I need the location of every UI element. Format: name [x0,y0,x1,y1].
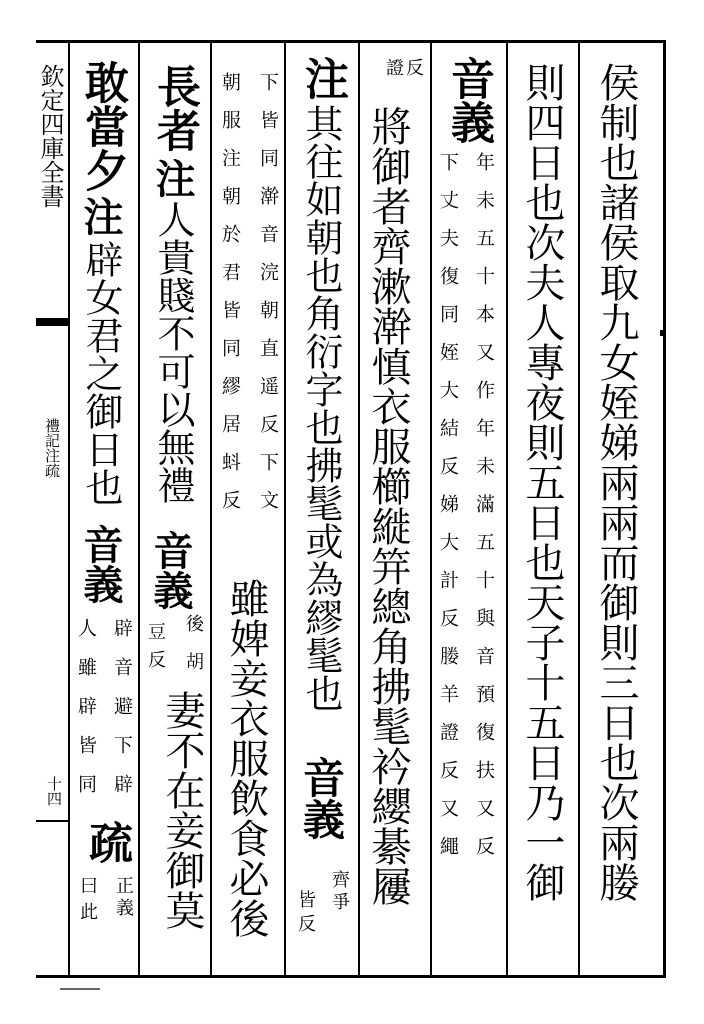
column-rule [210,40,212,978]
scan-speck [660,330,666,336]
annotation-left: 皆反 [295,890,316,938]
text-column-6: 雖婢妾衣服飲食必後 [223,578,269,938]
yinyi-heading-2: 音義 [297,756,346,840]
annotation-right: 辟音避下辟 [111,618,133,813]
annotation-left: 豆反 [145,622,166,678]
book-title: 欽定四庫全書 [36,64,64,208]
yinyi-heading: 音義 [443,56,494,144]
annotation-left: 朝服注朝於君皆同繆居蚪反 [219,72,241,528]
annotation-left: 人雖辟皆同 [75,618,97,813]
page-number: 十四 [45,776,63,806]
column-rule [358,40,360,978]
zhu-heading: 注 [297,56,348,100]
outer-border-right [663,40,666,978]
zhu-heading-3: 注 [77,196,124,236]
column-rule [284,40,286,978]
annotation-left: 下丈夫復同姪大結反娣大計反媵羊證反又繩 [437,152,459,874]
outer-border-top [36,40,666,43]
column-rule [430,40,432,978]
outer-border-bottom [36,975,666,978]
annotation-top: 證反 [386,58,426,79]
column-rule [506,40,508,978]
yinyi-heading-3: 音義 [147,530,194,610]
text-column-7b: 妻不在妾御莫 [159,690,205,930]
margin-divider [68,40,70,978]
text-column-5: 其往如朝也角衍字也拂髦或為繆髦也 [299,104,343,712]
scan-speck [60,988,100,990]
text-column-2: 則四日也次夫人專夜則五日也天子十五日乃一御 [519,62,565,902]
annotation-right: 下皆同澣音浣朝直遥反下文 [257,72,279,528]
annotation-right: 後胡 [183,614,204,690]
text-column-8: 辟女君之御日也 [79,240,123,506]
zhangzhe-heading: 長者 [149,64,200,152]
text-column-4: 將御者齊漱澣慎衣服櫛縰笄總角拂髦衿纓綦屨 [365,106,411,906]
annotation-right: 年未五十本又作年未滿五十與音預復扶又反 [473,152,495,874]
shu-heading: 疏 [81,820,132,864]
annotation-left: 曰此 [77,876,98,928]
fish-tail-bottom [36,820,68,822]
annotation-right: 正義 [113,876,134,920]
annotation-right: 齊爭 [329,870,350,914]
text-column-7: 人貴賤不可以無禮 [151,200,195,504]
volume-title: 禮記注疏 [43,418,61,478]
zhu-heading-2: 注 [149,158,196,198]
column-rule [578,40,580,978]
column-rule [138,40,140,978]
text-column-1: 侯制也諸侯取九女姪娣兩兩而御則三日也次兩媵 [593,62,639,902]
fish-tail-top [36,318,68,326]
gandangxi-heading: 敢當夕 [77,60,128,192]
yinyi-heading-4: 音義 [77,524,124,604]
